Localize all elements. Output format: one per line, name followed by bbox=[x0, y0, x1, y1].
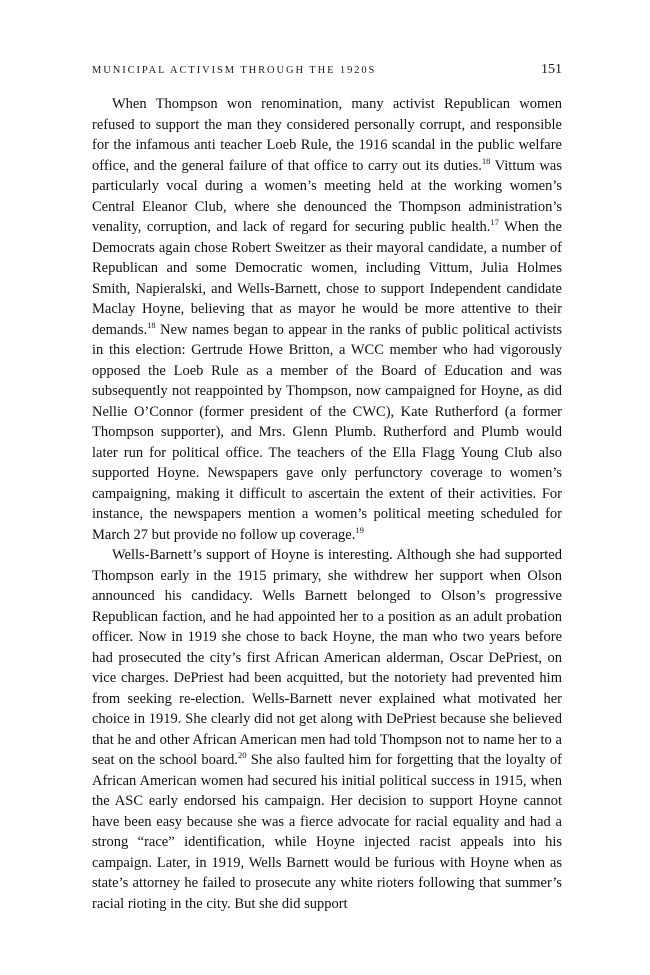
paragraph bbox=[92, 545, 562, 914]
text-run: When Thompson won renomination, many activist Republican women refused to support the man they considered personally corrupt, and responsible for the infamous anti teacher Loeb Rule, the 1916 scandal in the public welfare office, and the general failure of that office to carry out its duties. bbox=[92, 96, 562, 174]
page-number: 151 bbox=[541, 62, 562, 77]
text-run: New names began to appear in the ranks of public political activists in this election: Gertrude Howe Britton, a WCC member who had vigorously opposed the Loeb Rule as a member of the Board of Education and was subsequently not reappointed by Thompson, now campaigned for Hoyne, as did Nellie O’Connor (former president of the CWC), Kate Rutherford (a former Thompson supporter), and Mrs. Glenn Plumb. Rutherford and Plumb would later run for political office. The teachers of the Ella Flagg Young Club also supported Hoyne. Newspapers gave only perfunctory coverage to women’s campaigning, making it difficult to ascertain the extent of their activities. For instance, the newspapers mention a women’s political meeting scheduled for March 27 but provide no follow up coverage. bbox=[92, 321, 562, 543]
footnote-marker: 18 bbox=[481, 155, 491, 166]
body-text bbox=[92, 94, 562, 914]
text-run: Wells-Barnett’s support of Hoyne is interesting. Although she had supported Thompson early in the 1915 primary, she withdrew her support when Olson announced his candidacy. Wells Barnett belonged to Olson’s progressive Republican faction, and he had appointed her to a position as an adult probation officer. Now in 1919 she chose to back Hoyne, the man who two years before had prosecuted the city’s first African American alderman, Oscar DePriest, on vice charges. DePriest had been acquitted, but the notoriety had prevented him from seeking re-election. Wells-Barnett never explained what motivated her choice in 1919. She clearly did not get along with DePriest because she believed that he and other African American men had told Thompson not to name her to a seat on the school board. bbox=[92, 547, 562, 768]
footnote-marker: 20 bbox=[238, 750, 247, 761]
text-run: She also faulted him for forgetting that the loyalty of African American women had secured his initial political success in 1915, when the ASC early endorsed his campaign. Her decision to support Hoyne cannot have been easy because she was a fierce advocate for racial equality and had a strong “race” identification, while Hoyne injected racist appeals into his campaign. Later, in 1919, Wells Barnett would be furious with Hoyne when as state’s attorney he failed to prosecute any white rioters following that summer’s racial rioting in the city. But she did support bbox=[92, 752, 562, 912]
footnote-marker: 17 bbox=[490, 217, 499, 228]
footnote-marker: 18 bbox=[147, 319, 156, 330]
running-head-title: MUNICIPAL ACTIVISM THROUGH THE 1920S bbox=[92, 65, 377, 76]
text-run: Vittum was particularly vocal during a women’s meeting held at the working women’s Central Eleanor Club, where she denounced the Thompson administration’s venality, corruption, and lack of regard for securing public health. bbox=[92, 157, 562, 235]
footnote-marker: 19 bbox=[355, 524, 364, 535]
running-head bbox=[92, 62, 562, 80]
paragraph bbox=[92, 94, 562, 545]
text-run: When the Democrats again chose Robert Sweitzer as their mayoral candidate, a number of Republican and some Democratic women, including Vittum, Julia Holmes Smith, Napieralski, and Wells-Barnett, chose to support Independent candidate Maclay Hoyne, believing that as mayor he would be more attentive to their demands. bbox=[92, 219, 562, 338]
